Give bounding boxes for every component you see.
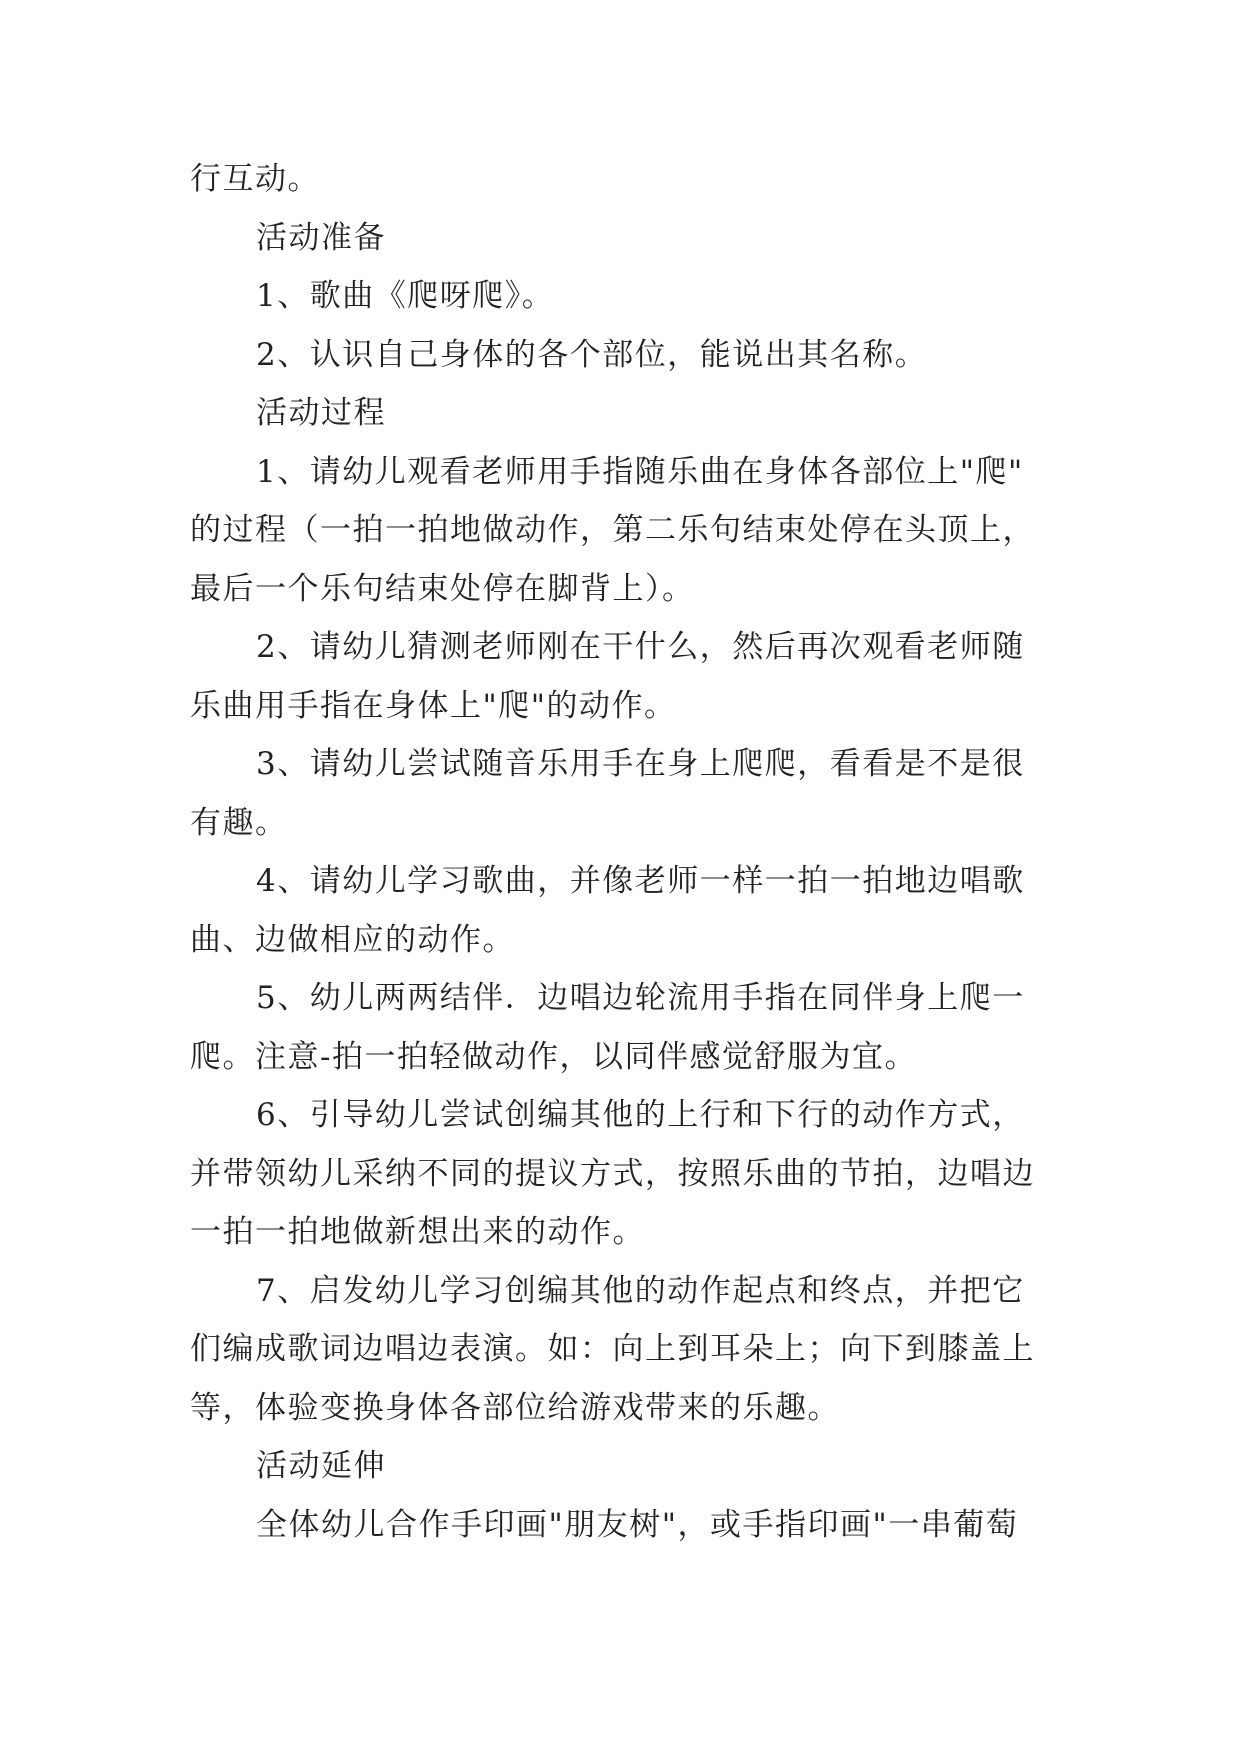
text-line: 2、认识自己身体的各个部位，能说出其名称。 [256,336,928,373]
text-line: 有趣。 [190,804,288,841]
text-line: 活动延伸 [256,1448,386,1484]
text-line: 全体幼儿合作手印画"朋友树"，或手指印画"一串葡萄 [256,1506,1019,1543]
text-line: 行互动。 [190,161,320,197]
text-line: 爬。注意-拍一拍轻做动作，以同伴感觉舒服为宜。 [190,1038,917,1075]
document-body [190,150,1060,1554]
text-line: 1、歌曲《爬呀爬》。 [256,278,555,314]
text-line: 的过程（一拍一拍地做动作，第二乐句结束处停在头顶上， [190,512,1035,548]
text-line: 曲、边做相应的动作。 [190,921,515,958]
text-line: 5、幼儿两两结伴．边唱边轮流用手指在同伴身上爬一 [256,980,1025,1016]
text-line: 活动准备 [256,219,386,256]
text-line: 一拍一拍地做新想出来的动作。 [190,1214,645,1250]
text-line: 最后一个乐句结束处停在脚背上）。 [190,570,695,607]
text-line: 乐曲用手指在身体上"爬"的动作。 [190,687,677,724]
text-line: 活动过程 [256,395,386,431]
text-line: 2、请幼儿猜测老师刚在干什么，然后再次观看老师随 [256,629,1025,665]
text-line: 并带领幼儿采纳不同的提议方式，按照乐曲的节拍，边唱边 [190,1155,1035,1192]
text-line: 7、启发幼儿学习创编其他的动作起点和终点，并把它 [256,1272,1025,1309]
text-line: 3、请幼儿尝试随音乐用手在身上爬爬，看看是不是很 [256,746,1025,782]
text-line: 1、请幼儿观看老师用手指随乐曲在身体各部位上"爬" [256,453,1024,490]
text-line: 等，体验变换身体各部位给游戏带来的乐趣。 [190,1389,840,1426]
text-line: 们编成歌词边唱边表演。如：向上到耳朵上；向下到膝盖上 [190,1331,1035,1367]
text-line: 4、请幼儿学习歌曲，并像老师一样一拍一拍地边唱歌 [256,863,1025,899]
text-line: 6、引导幼儿尝试创编其他的上行和下行的动作方式， [256,1097,1025,1133]
